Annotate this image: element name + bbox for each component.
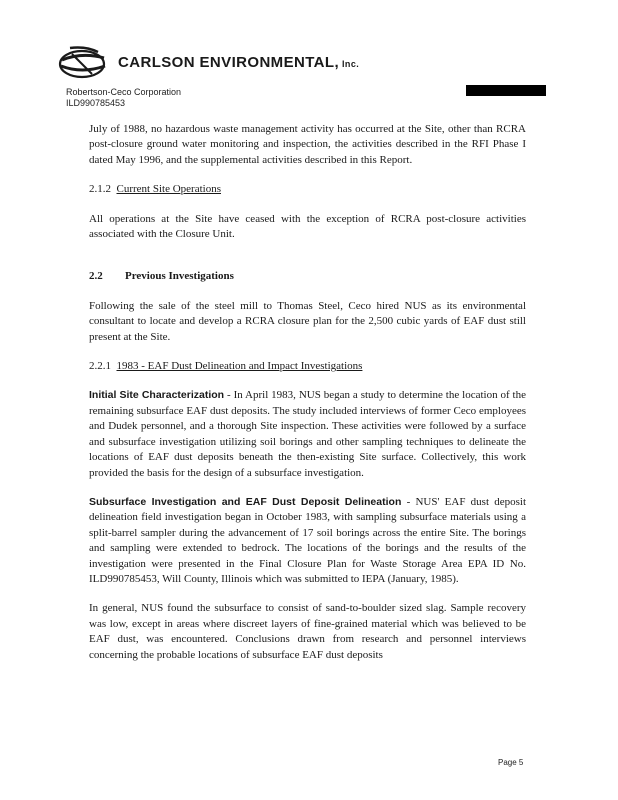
- subsection-title: Current Site Operations: [116, 183, 221, 196]
- subsection-number: 2.1.2: [89, 183, 111, 196]
- client-block: [66, 87, 181, 109]
- section-number: 2.2: [89, 270, 103, 283]
- paragraph-subsurface-investigation: [89, 495, 526, 587]
- paragraph-previous-investigations: Following the sale of the steel mill to Thomas Steel, Ceco hired NUS as its environmental consultant to locate and develop a RCRA closure plan for the 2,500 cubic yards of EAF dust still present at the Site.: [89, 299, 526, 343]
- globe-logo-icon: [56, 44, 112, 84]
- run-in-heading: Initial Site Characterization: [89, 389, 225, 402]
- subsection-heading-2-1-2: [89, 182, 526, 197]
- paragraph-current-operations: All operations at the Site have ceased with the exception of RCRA post-closure activities associated with the Closure Unit.: [89, 212, 526, 241]
- company-name: [118, 54, 359, 71]
- paragraph-text: - In April 1983, NUS began a study to determine the location of the remaining subsurface EAF dust deposits. The study included interviews of former Ceco employees and Dudek personnel, and a thorough Site inspection. These activities were followed by a surface and subsurface investigation utilizing soil borings and other sampling techniques to delineate the locations of EAF dust deposits beneath the then-existing Site surface. Collectively, this work provided the basis for the design of a subsurface investigation.: [89, 389, 526, 479]
- paragraph-general-findings: In general, NUS found the subsurface to consist of sand-to-boulder sized slag. Sample recovery was low, except in areas where discreet layers of fine-grained material which was believed to be EAF dust, was encountered. Conclusions drawn from research and personnel interviews concerning the probable locations of subsurface EAF dust deposits: [89, 602, 526, 661]
- redaction-bar: [466, 85, 546, 96]
- company-suffix: Inc.: [342, 59, 360, 69]
- subsection-heading-2-2-1: [89, 359, 526, 374]
- paragraph-intro: July of 1988, no hazardous waste management activity has occurred at the Site, other than RCRA post-closure ground water monitoring and inspection, the activities described in the RFI Phase I dated May 1996, and the supplemental activities described in this Report.: [89, 123, 526, 166]
- paragraph-text: - NUS' EAF dust deposit delineation field investigation began in October 1983, with sampling subsurface materials using a split-barrel sampler during the advancement of 17 soil borings across the entire Site. The borings and sampling were extended to bedrock. The locations of the borings and the results of the investigation were presented in the Final Closure Plan for Waste Storage Area EPA ID No. ILD990785453, Will County, Illinois which was submitted to IEPA (January, 1985).: [89, 495, 526, 585]
- paragraph-initial-site-characterization: [89, 388, 526, 480]
- client-name: Robertson-Ceco Corporation: [66, 87, 182, 97]
- company-logo: [56, 44, 112, 89]
- document-body: [89, 122, 526, 663]
- run-in-heading: Subsurface Investigation and EAF Dust Deposit Delineation: [89, 495, 402, 508]
- company-name-text: CARLSON ENVIRONMENTAL,: [118, 54, 340, 71]
- page-number: Page 5: [498, 758, 524, 767]
- subsection-title: 1983 - EAF Dust Delineation and Impact Investigations: [116, 360, 363, 373]
- client-id: ILD990785453: [66, 98, 126, 108]
- subsection-number: 2.2.1: [89, 360, 111, 373]
- section-title: Previous Investigations: [125, 270, 234, 283]
- section-heading-2-2: [89, 269, 526, 284]
